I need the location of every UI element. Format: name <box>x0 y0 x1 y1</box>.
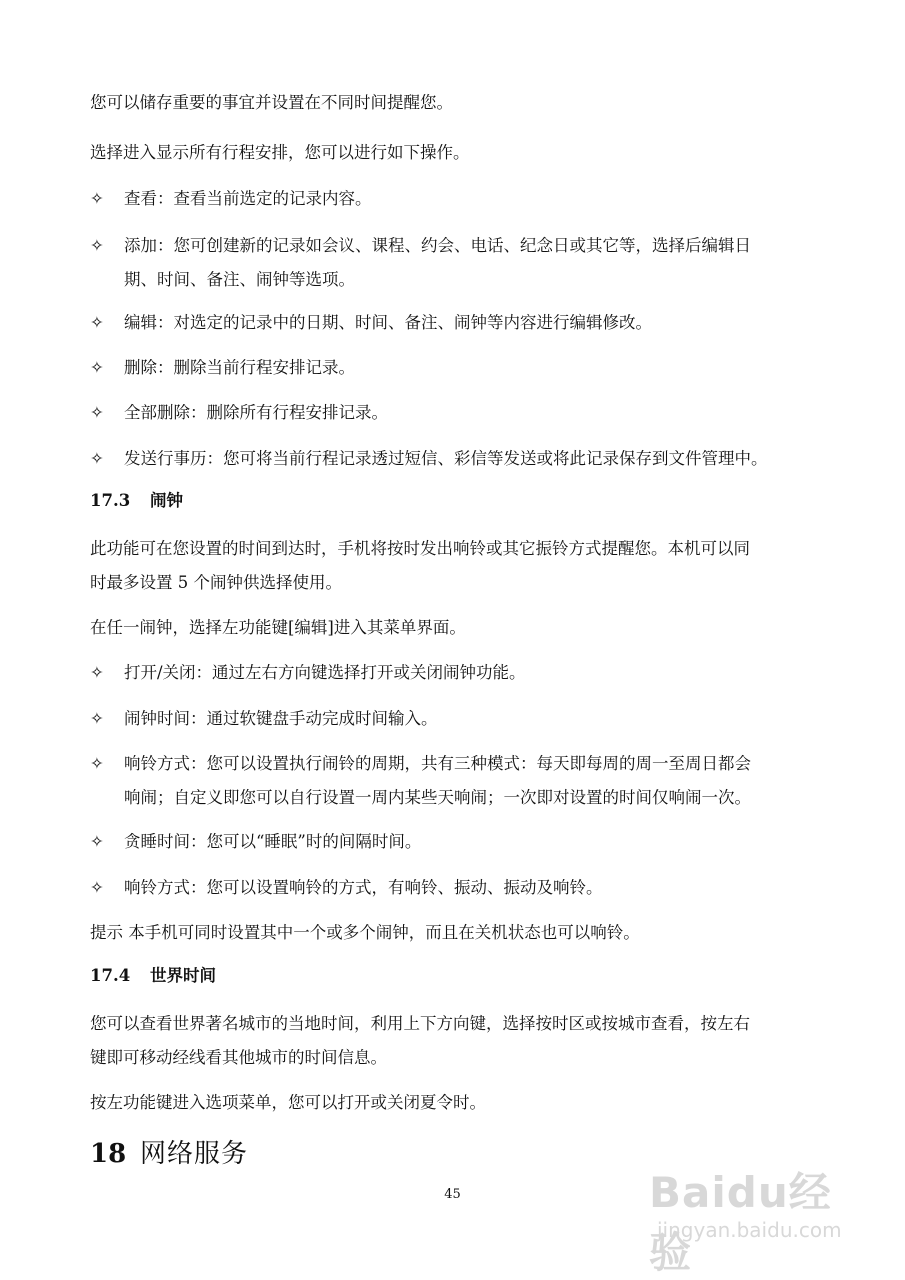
world-time-line-1: 您可以查看世界著名城市的当地时间，利用上下方向键，选择按时区或按城市查看，按左右 <box>90 1014 750 1033</box>
page-number: 45 <box>444 1187 461 1202</box>
bullet-marker-icon: ✧ <box>90 403 104 422</box>
bullet-alarm-time: ✧ 闹钟时间：通过软键盘手动完成时间输入。 <box>90 702 820 736</box>
operations-intro-paragraph: 选择进入显示所有行程安排，您可以进行如下操作。 <box>90 143 470 162</box>
bullet-marker-icon: ✧ <box>90 189 104 208</box>
bullet-marker-icon: ✧ <box>90 709 104 728</box>
watermark-url: jingyan.baidu.com <box>657 1218 842 1242</box>
baidu-logo: Baidu经验 <box>649 1168 832 1277</box>
alarm-edit-paragraph: 在任一闹钟，选择左功能键[编辑]进入其菜单界面。 <box>90 618 466 637</box>
bullet-on-off: ✧ 打开/关闭：通过左右方向键选择打开或关闭闹钟功能。 <box>90 656 820 690</box>
chapter-heading-network: 18 网络服务 <box>90 1139 249 1169</box>
bullet-marker-icon: ✧ <box>90 663 104 682</box>
world-time-line-2: 键即可移动经线看其他城市的时间信息。 <box>90 1048 387 1067</box>
alarm-intro-line-1: 此功能可在您设置的时间到达时，手机将按时发出响铃或其它振铃方式提醒您。本机可以同 <box>90 539 750 558</box>
world-time-dst-paragraph: 按左功能键进入选项菜单，您可以打开或关闭夏令时。 <box>90 1093 486 1112</box>
bullet-delete: ✧ 删除：删除当前行程安排记录。 <box>90 351 820 385</box>
bullet-marker-icon: ✧ <box>90 878 104 897</box>
tip-paragraph: 提示 本手机可同时设置其中一个或多个闹钟，而且在关机状态也可以响铃。 <box>90 923 640 942</box>
baidu-watermark <box>645 1140 865 1277</box>
alarm-intro-line-2: 时最多设置 5 个闹钟供选择使用。 <box>90 573 342 592</box>
bullet-marker-icon: ✧ <box>90 236 104 255</box>
section-heading-alarm: 17.3 闹钟 <box>90 491 183 510</box>
bullet-ring-style: ✧ 响铃方式：您可以设置响铃的方式，有响铃、振动、振动及响铃。 <box>90 871 820 905</box>
intro-paragraph: 您可以储存重要的事宜并设置在不同时间提醒您。 <box>90 93 453 112</box>
bullet-add: ✧ 添加：您可创建新的记录如会议、课程、约会、电话、纪念日或其它等，选择后编辑日 期、时间、备注、闹钟等选项。 <box>90 229 820 297</box>
bullet-marker-icon: ✧ <box>90 449 104 468</box>
bullet-view: ✧ 查看：查看当前选定的记录内容。 <box>90 182 820 216</box>
bullet-ring-mode: ✧ 响铃方式：您可以设置执行闹铃的周期，共有三种模式：每天即每周的周一至周日都会 响闹；自定义即您可以自行设置一周内某些天响闹；一次即对设置的时间仅响闹一次。 <box>90 747 820 815</box>
bullet-marker-icon: ✧ <box>90 313 104 332</box>
section-heading-world-time: 17.4 世界时间 <box>90 966 216 985</box>
bullet-send-calendar: ✧ 发送行事历：您可将当前行程记录透过短信、彩信等发送或将此记录保存到文件管理中。 <box>90 442 820 476</box>
bullet-delete-all: ✧ 全部删除：删除所有行程安排记录。 <box>90 396 820 430</box>
bullet-edit: ✧ 编辑：对选定的记录中的日期、时间、备注、闹钟等内容进行编辑修改。 <box>90 306 820 340</box>
bullet-marker-icon: ✧ <box>90 832 104 851</box>
bullet-marker-icon: ✧ <box>90 754 104 773</box>
bullet-snooze-time: ✧ 贪睡时间：您可以“睡眠”时的间隔时间。 <box>90 825 820 859</box>
bullet-marker-icon: ✧ <box>90 358 104 377</box>
